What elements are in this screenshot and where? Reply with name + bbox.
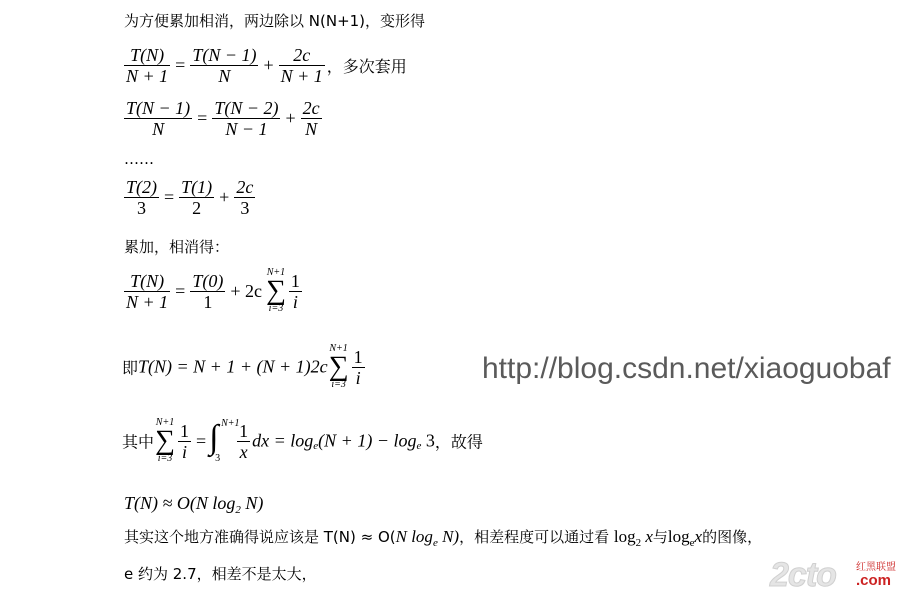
note-sub-1: e [432,537,438,549]
eq6-rhs-3: 3 [421,430,435,451]
eq1-lhs-denominator: N + 1 [126,66,169,86]
eq6-rhs-1: dx = log [252,430,314,451]
eq1-term2-numerator: 2c [279,45,325,66]
eq3-equals: = [164,187,175,207]
note-b: N log [395,527,433,546]
eq3-term2-denominator: 3 [240,198,250,218]
eq3-lhs-numerator: T(2) [126,177,157,197]
eq4-term1-numerator: T(0) [192,270,224,291]
eq2-term1-denominator: N − 1 [225,119,268,139]
eq5-numerator: 1 [353,346,363,367]
logo-tag: 红黑联盟 [856,562,896,573]
eq2-lhs-denominator: N [152,119,165,139]
eq6-sub-2: e [416,440,422,453]
eq6-sub-1: e [313,440,319,453]
eq4-lhs-numerator: T(N) [124,271,170,292]
sigma-icon: ∑ [265,275,286,306]
note-g: 与 [652,528,668,546]
eq6-sum-lower: i=3 [157,453,173,464]
eq6-int-denominator: x [239,441,248,462]
note-i: x [694,527,703,546]
site-logo [770,556,896,596]
eq1-term2-denominator: N + 1 [280,66,323,86]
eq7-part-b: N) [240,493,264,513]
eq4-equals: = [175,280,186,301]
eq2-lhs-numerator: T(N − 1) [126,98,191,118]
eq4-sum-lower: i=3 [268,303,284,314]
eq6-summation [155,418,175,464]
eq6-numerator: 1 [179,420,189,441]
ellipsis: …… [124,150,154,168]
note-c: N) [437,527,460,546]
equation-6 [122,418,483,464]
note-d: ，相差程度可以通过看 [459,528,614,546]
logo-main: 2cto [770,556,836,594]
eq4-lhs-denominator: N + 1 [126,291,169,312]
note-text [124,526,762,549]
eq6-int-lower: 3 [215,453,221,464]
eq2-term2-numerator: 2c [302,98,320,118]
eq5-sum-lower: i=3 [331,379,346,390]
eq6-denominator: i [181,441,187,462]
eq2-term1-numerator: T(N − 2) [214,98,279,118]
equation-7 [124,493,263,516]
watermark-url: http://blog.csdn.net/xiaoguobaf [482,352,891,385]
equation-4 [122,268,304,314]
eq4-summation [266,268,286,314]
eq2-plus: + [285,108,296,128]
note-h: log [667,527,690,546]
sigma-icon: ∑ [328,351,349,382]
note-e: log [613,527,636,546]
eq3-term1-denominator: 2 [192,198,202,218]
eq4-term2-denominator: i [292,291,298,312]
eq4-plus-2c: + 2c [230,280,262,301]
eq1-term1-numerator: T(N − 1) [192,45,257,65]
sum-cancel-text: 累加，相消得： [124,238,230,256]
logo-dot: .com [856,572,892,589]
note-sub-3: e [689,537,695,549]
eq1-plus: + [263,55,274,75]
note-sub-2: 2 [635,537,642,549]
eq7-part-a: T(N) ≈ O(N log [124,493,236,513]
eq3-plus: + [219,187,230,207]
eq6-sum-upper: N+1 [155,417,175,428]
integral-icon: ∫ N+1 3 [209,418,240,464]
note-j: 的图像， [702,528,763,546]
intro-text: 为方便累加相消，两边除以 N(N+1)，变形得 [124,12,426,30]
eq5-denominator: i [355,367,361,388]
eq5-summation [329,344,349,390]
eq6-prefix: 其中 [122,432,155,452]
equation-3 [122,177,257,218]
eq1-term1-denominator: N [218,66,231,86]
equation-5 [122,344,367,390]
eq7-subscript: 2 [235,504,241,516]
eq6-rhs-2: (N + 1) − log [318,430,417,451]
eq3-term2-numerator: 2c [236,177,254,197]
eq4-term1-denominator: 1 [203,291,213,312]
eq5-prefix: 即 [122,358,139,378]
eq1-suffix: ，多次套用 [326,57,407,76]
sigma-icon: ∑ [155,425,175,456]
eq3-lhs-denominator: 3 [137,198,146,218]
eq5-sum-upper: N+1 [329,343,348,354]
eq4-sum-upper: N+1 [266,267,286,278]
note-f: x [641,527,653,546]
eq3-term1-numerator: T(1) [181,177,213,197]
eq5-expression: T(N) = N + 1 + (N + 1)2c [138,356,328,377]
note-a: 其实这个地方准确得说应该是 T(N) ≈ O( [124,528,396,546]
eq6-equals: = [195,430,207,451]
eq6-suffix: ，故得 [434,432,483,452]
equation-1 [122,45,407,86]
eq2-equals: = [197,108,208,128]
eq4-term2-numerator: 1 [290,270,300,291]
eq1-lhs-numerator: T(N) [124,45,170,66]
eq2-term2-denominator: N [305,119,318,139]
closing-text: e 约为 2.7，相差不是太大， [124,565,317,583]
eq1-equals: = [175,55,186,75]
eq6-int-upper: N+1 [221,418,240,429]
equation-2 [122,98,324,139]
eq6-int-numerator: 1 [239,420,249,441]
